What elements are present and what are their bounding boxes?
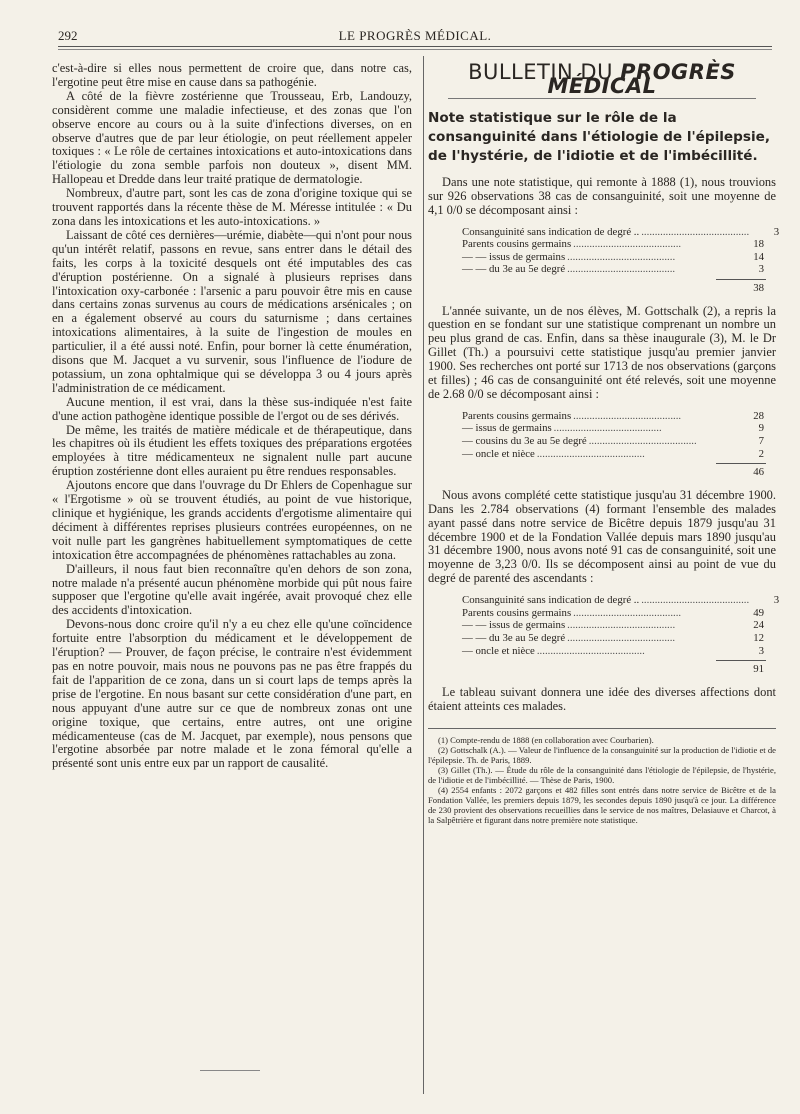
stat-value: 3 [773, 594, 780, 607]
leader-dots: ........................................ [573, 409, 682, 422]
paragraph: Dans une note statistique, qui remonte à 1888 (1), nous trouvions sur 926 observations 38 cas de consanguinité, soit une moyenne de 4,1 0/0 se décomposant ainsi : [428, 174, 776, 217]
stat-label: Parents cousins germains [462, 409, 572, 422]
stat-label: — — issus de germains [462, 250, 566, 263]
stat-row [428, 448, 776, 461]
leader-dots: ........................................ [567, 631, 676, 644]
stat-table-2 [428, 410, 776, 479]
paragraph: A côté de la fièvre zostérienne que Trousseau, Erb, Landouzy, considèrent comme une maladie infectieuse, et des zonas que l'on observe encore au cours ou à la suite d'infections diverses, on en observe d'autres que de par leur étiologie, on peut réellement appeler toxiques : « Le rôle de certaines intoxications et auto-intoxications dans l'étiologie du zona semble parfois non douteux », disent MM. Hallopeau et Dredde dans leur traité pratique de dermatologie. [52, 88, 412, 187]
leader-dots: ........................................ [588, 435, 697, 448]
leader-dots: ........................................ [641, 594, 750, 607]
stat-row [428, 607, 776, 620]
leader-dots: ........................................ [567, 263, 676, 276]
bulletin-title-prefix: BULLETIN DU [468, 60, 621, 84]
footnote: (4) 2554 enfants : 2072 garçons et 482 filles sont entrés dans notre service de Bicêtre et de la Fondation Vallée, les premiers depuis 1879, les secondes depuis 1890 jusqu'à ce jour. La différence de 230 provient des observations recueillies dans le service de nos maîtres, Delasiauve et Charcot, à la Salpêtrière et figurant dans notre première note statistique. [428, 785, 776, 826]
stat-table-1 [428, 225, 780, 295]
stat-label: — oncle et nièce [462, 644, 535, 657]
stat-row [428, 422, 776, 435]
stat-row [428, 238, 776, 251]
stat-label: Consanguinité sans indication de degré .. [462, 594, 640, 607]
stat-value: 3 [758, 644, 764, 657]
leader-dots: ........................................ [573, 606, 682, 619]
paragraph: D'ailleurs, il nous faut bien reconnaître qu'en dehors de son zona, notre malade n'a présenté aucun phénomène morbide qui pût nous faire supposer que l'ergotine qu'elle avait ingérée, avait provoqué chez elle des accidents d'intoxication. [52, 561, 412, 618]
leader-dots: ........................................ [573, 238, 682, 251]
stat-row [428, 410, 776, 423]
leader-dots: ........................................ [553, 422, 662, 435]
paragraph: Nous avons complété cette statistique jusqu'au 31 décembre 1900. Dans les 2.784 observations (4) formant l'ensemble des malades ayant passé dans notre service de Bicêtre depuis 1879 jusqu'au 31 décembre 1900 et de la Fondation Vallée depuis mars 1890 jusqu'au 31 décembre 1900, nous avons noté 91 cas de consanguinité, soit une moyenne de 3,23 0/0. Ils se décomposent ainsi au point de vue du degré de parenté des ascendants : [428, 487, 776, 586]
page-header [58, 28, 772, 44]
stat-row [428, 263, 776, 276]
leader-dots: ........................................ [536, 447, 645, 460]
bulletin-title [428, 60, 776, 98]
stat-value: 14 [753, 250, 764, 263]
paragraph: De même, les traités de matière médicale et de thérapeutique, dans les chapitres où ils étudient les effets toxiques des préparations ergotées employées à titre médicamenteux ne signalent nulle part aucune éruption zostérienne dont elles auraient pu être rendues responsables. [52, 422, 412, 479]
stat-row [428, 645, 776, 658]
stat-value: 49 [753, 606, 764, 619]
stat-row [428, 225, 780, 239]
stat-value: 2 [758, 447, 764, 460]
right-column [428, 60, 780, 826]
page-number: 292 [58, 28, 78, 43]
stat-total: 46 [753, 466, 764, 479]
stat-label: Parents cousins germains [462, 606, 572, 619]
header-rule [58, 46, 772, 47]
stat-row [428, 632, 776, 645]
paragraph: L'année suivante, un de nos élèves, M. Gottschalk (2), a repris la question en se fondant sur une statistique comprenant un nombre un peu plus grand de cas. Enfin, dans sa thèse inaugurale (3), M. le Dr Gillet (Th.) a poursuivi cette statistique jusqu'au premier janvier 1900. Ses recherches ont porté sur 1713 de nos observations (garçons et filles) ; 46 cas de consanguinité ont été relevés, soit une moyenne de 2.68 0/0 se décomposant ainsi : [428, 303, 776, 401]
stat-label: — issus de germains [462, 422, 552, 435]
paragraph: Nombreux, d'autre part, sont les cas de zona d'origine toxique qui se trouvent rapportés dans la récente thèse de M. Méresse intitulée : « Du zona dans les intoxications et les auto-intoxications. » [52, 186, 412, 228]
end-ornament-rule [200, 1070, 260, 1071]
stat-total: 38 [753, 281, 764, 294]
stat-row [428, 619, 776, 632]
stat-label: — oncle et nièce [462, 447, 535, 460]
stat-value: 28 [753, 409, 764, 422]
stat-value: 18 [753, 238, 764, 251]
leader-dots: ........................................ [567, 250, 676, 263]
stat-label: Parents cousins germains [462, 238, 572, 251]
footnote: (2) Gottschalk (A.). — Valeur de l'influence de la consanguinité sur la production de l'idiotie et de l'épilepsie. Th. de Paris, 1889. [428, 744, 776, 765]
stat-total: 91 [753, 663, 764, 676]
stat-label: — — du 3e au 5e degré [462, 263, 566, 276]
paragraph: Le tableau suivant donnera une idée des diverses affections dont étaient atteints ces malades. [428, 684, 776, 713]
stat-row [428, 594, 780, 607]
leader-dots: ........................................ [567, 619, 676, 632]
column-divider [423, 56, 424, 1094]
stat-value: 3 [758, 263, 764, 276]
bulletin-rule [448, 98, 756, 99]
leader-dots: ........................................ [536, 644, 645, 657]
total-rule [716, 660, 766, 661]
stat-value: 12 [753, 631, 764, 644]
stat-label: — cousins du 3e au 5e degré [462, 435, 587, 448]
running-title: LE PROGRÈS MÉDICAL. [338, 28, 492, 43]
paragraph: Devons-nous donc croire qu'il n'y a eu chez elle qu'une coïncidence fortuite entre l'absorption du médicament et le développement de l'éruption? — Prouver, de façon précise, le contraire n'est évidemment pas en notre pouvoir, mais nous ne pouvons pas ne pas être frappés du fait de l'apparition de ce zona, dans un si court laps de temps après la prise de l'ergotine. En nous basant sur cette considération d'une part, en nous appuyant d'une autre sur ce que de nombreux zonas ont une origine toxique, que certains, entre autres, ont une origine médicamenteuse (cas de M. Jacquet, par exemple), nous pensons que l'ergotine absorbée par notre malade et le zona fémoral qu'elle a présenté sont unis entre eux par un rapport de causalité. [52, 617, 412, 771]
stat-row [428, 251, 776, 264]
paragraph: Ajoutons encore que dans l'ouvrage du Dr Ehlers de Copenhague sur « l'Ergotisme » où se trouvent étudiés, au point de vue historique, clinique et hygiénique, les grands accidents d'ergotisme alimentaire qui déciment à différentes reprises plusieurs contrées européennes, on ne voit nulle part les gangrènes habituellement symptomatiques de cette intoxication être accompagnées de phénomènes rattachables au zona. [52, 478, 412, 562]
stat-row [428, 435, 776, 448]
left-column [52, 62, 412, 771]
stat-label: — — du 3e au 5e degré [462, 631, 566, 644]
footnote-rule [428, 728, 776, 729]
total-rule [716, 463, 766, 464]
footnote: (3) Gillet (Th.). — Étude du rôle de la consanguinité dans l'étiologie de l'épilepsie, de l'hystérie, de l'idiotie et de l'imbécillité. — Thèse de Paris, 1900. [428, 764, 776, 785]
leader-dots: ........................................ [641, 225, 750, 238]
paragraph: Aucune mention, il est vrai, dans la thèse sus-indiquée n'est faite d'une action pathogène identique possible de l'ergot ou de ses dérivés. [52, 394, 412, 423]
stat-value: 7 [758, 435, 764, 448]
bulletin-title-journal: PROGRÈS MÉDICAL [547, 60, 736, 98]
paragraph: c'est-à-dire si elles nous permettent de croire que, dans notre cas, l'ergotine peut être mise en cause dans sa pathogénie. [52, 61, 412, 89]
stat-value: 3 [773, 225, 780, 238]
stat-label: Consanguinité sans indication de degré .. [462, 225, 640, 238]
header-rule-thin [58, 49, 772, 50]
paragraph: Laissant de côté ces dernières—urémie, diabète—qui n'ont pour nous qu'un intérêt relatif, passons en revue, sans entrer dans le détail des faits, les corps à la toxicité desquels ont été imputables des cas d'éruption postérienne. On a signalé à plusieurs reprises dans l'intoxication oxy-carbonée : l'arsenic a paru pouvoir être mis en cause dans certains zonas survenus au cours de médications arsénicales ; on en a également observé au cours du saturnisme ; dans certaines intoxications alimentaires, à la suite de l'ingestion de moules en particulier, il a été aussi noté. Enfin, pour borner là cette énumération, disons que M. Jacquet a vu survenir, sous l'influence de l'iodure de potassium, un zona ophtalmique qui se développa 3 ou 4 jours après l'administration de ce médicament. [52, 227, 412, 395]
stat-value: 24 [753, 619, 764, 632]
total-rule [716, 279, 766, 280]
stat-value: 9 [758, 422, 764, 435]
note-title: Note statistique sur le rôle de la consanguinité dans l'étiologie de l'épilepsie, de l'hystérie, de l'idiotie et de l'imbécillité. [428, 109, 771, 164]
footnote: (1) Compte-rendu de 1888 (en collaboration avec Courbarien). [438, 734, 654, 745]
stat-table-3 [428, 594, 780, 676]
stat-label: — — issus de germains [462, 619, 566, 632]
footnotes [428, 735, 776, 826]
